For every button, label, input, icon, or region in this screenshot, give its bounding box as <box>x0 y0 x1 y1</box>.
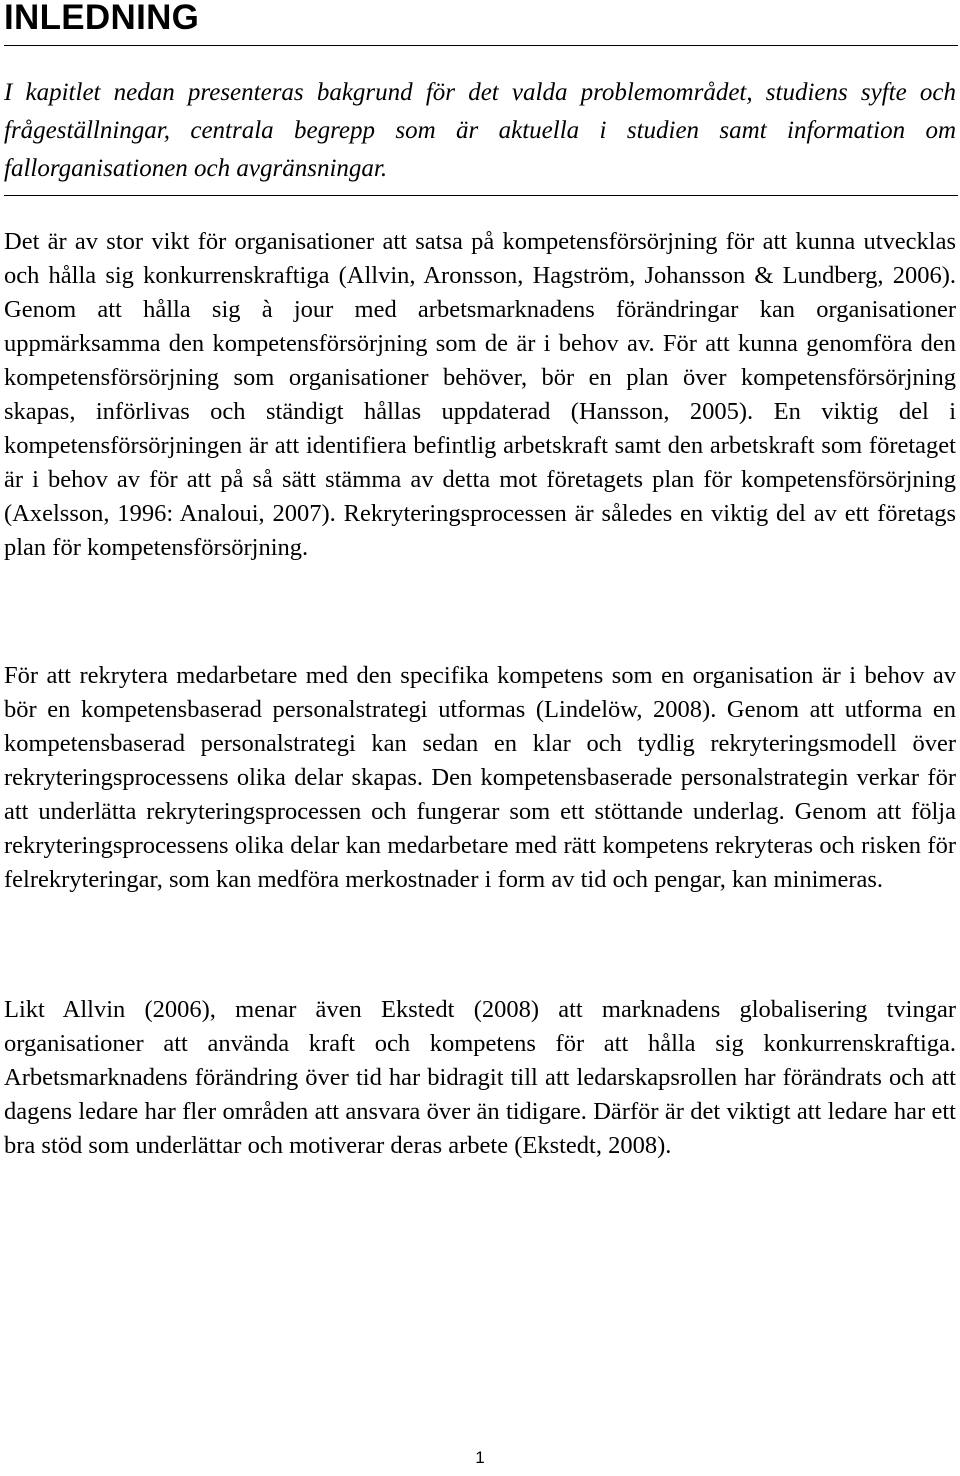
page-number: 1 <box>475 1448 485 1467</box>
intro-top-rule <box>4 45 958 46</box>
body-paragraph-3: Likt Allvin (2006), menar även Ekstedt (2008) att marknadens globalisering tvingar organisationer att använda kraft och kompetens för att hålla sig konkurrenskraftiga. Arbetsmarknadens förändring över tid har bidragit till att ledarskapsrollen har förändrats och att dagens ledare har fler områden att ansvara över än tidigare. Därför är det viktigt att ledare har ett bra stöd som underlättar och motiverar deras arbete (Ekstedt, 2008). <box>4 996 956 1159</box>
intro-bottom-rule <box>4 195 958 196</box>
page-title: INLEDNING <box>4 0 200 37</box>
body-paragraph-2: För att rekrytera medarbetare med den specifika kompetens som en organisation är i behov av bör en kompetensbaserad personalstrategi utformas (Lindelöw, 2008). Genom att utforma en kompetensbaserad personalstrategi kan sedan en klar och tydlig rekryteringsmodell över rekryteringsprocessens olika delar skapas. Den kompetensbaserade personalstrategin verkar för att underlätta rekryteringsprocessen och fungerar som ett stöttande underlag. Genom att följa rekryteringsprocessens olika delar kan medarbetare med rätt kompetens rekryteras och risken för felrekryteringar, som kan medföra merkostnader i form av tid och pengar, kan minimeras. <box>4 662 956 893</box>
body-paragraph-1: Det är av stor vikt för organisationer att satsa på kompetensförsörjning för att kunna utvecklas och hålla sig konkurrenskraftiga (Allvin, Aronsson, Hagström, Johansson & Lundberg, 2006). Genom att hålla sig à jour med arbetsmarknadens förändringar kan organisationer uppmärksamma den kompetensförsörjning som de är i behov av. För att kunna genomföra den kompetensförsörjning som organisationer behöver, bör en plan över kompetensförsörjning skapas, införlivas och ständigt hållas uppdaterad (Hansson, 2005). En viktig del i kompetensförsörjningen är att identifiera befintlig arbetskraft samt den arbetskraft som företaget är i behov av för att på så sätt stämma av detta mot företagets plan för kompetensförsörjning (Axelsson, 1996: Analoui, 2007). Rekryteringsprocessen är således en viktig del av ett företags plan för kompetensförsörjning. <box>4 228 956 561</box>
intro-paragraph: I kapitlet nedan presenteras bakgrund för det valda problemområdet, studiens syfte och frågeställningar, centrala begrepp som är aktuella i studien samt information om fallorganisationen och avgränsningar. <box>4 79 956 182</box>
